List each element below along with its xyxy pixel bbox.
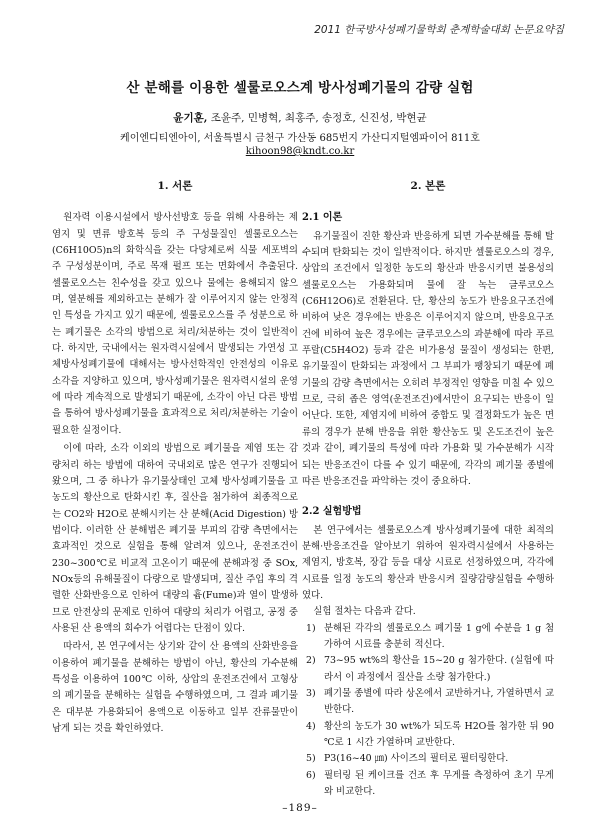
step-text: 폐기물 종별에 따라 상온에서 교반하거나, 가열하면서 교반한다. [324, 687, 554, 716]
right-column [302, 178, 554, 800]
page-number: –189– [282, 802, 318, 814]
procedure-intro: 실험 절차는 다음과 같다. [313, 606, 416, 618]
step-number: 6) [306, 769, 316, 781]
first-author: 윤기훈, [173, 112, 208, 124]
author-email[interactable]: kihoon98@kndt.co.kr [245, 146, 355, 157]
subsection-heading-theory: 2.1 이론 [302, 212, 343, 224]
section-heading-intro: 1. 서론 [157, 180, 193, 192]
author-list [0, 110, 600, 125]
section-heading-body: 2. 본론 [410, 180, 446, 192]
intro-paragraph-3: 따라서, 본 연구에서는 상기와 같이 산 용액의 산화반응을 이용하여 폐기물을 분해하는 방법이 아닌, 황산의 가수분해 특성을 이용하여 100℃ 이하, 상압의 운전조건에서 고형상의 폐기물을 분해하는 실험을 수행하였으며, 그 결과 폐기물은 대부분 가용화되어 용액으로 이동하고 일부 잔류물만이 남게 되는 것을 확인하였다. [52, 641, 298, 734]
subsection-heading-method: 2.2 실험방법 [302, 506, 362, 518]
step-text: P3(16~40 ㎛) 사이즈의 필터로 필터링한다. [324, 753, 509, 765]
paper-title: 산 분해를 이용한 셀룰로오스계 방사성폐기물의 감량 실험 [126, 80, 474, 96]
step-text: 필터링 된 케이크를 건조 후 무게를 측정하여 초기 무게와 비교한다. [324, 769, 554, 798]
co-authors: 조윤주, 민병혁, 최홍주, 송정호, 신진성, 박현균 [207, 112, 427, 124]
method-paragraph: 본 연구에서는 셀룰로오스계 방사성폐기물에 대한 최적의 분해·반응조건을 알아보기 위하여 원자력시설에서 사용하는 제염지, 방호복, 장갑 등을 대상 시료로 선정하였으며, 각각에 시료를 일정 농도의 황산과 반응시켜 질량감량실험을 수행하였다. [302, 524, 554, 601]
left-column [52, 178, 298, 737]
step-text: 73~95 wt%의 황산을 15~20 g 첨가한다. (실험에 따라서 이 과정에서 질산을 소량 첨가한다.) [324, 655, 554, 683]
step-text: 분해된 각각의 셀룰로오스 폐기물 1 g에 수분을 1 g 첨가하여 시료를 충분히 적신다. [324, 622, 554, 650]
intro-paragraph-2: 이에 따라, 소각 이외의 방법으로 폐기물을 제염 또는 감량처리 하는 방법에 대하여 국내외로 많은 연구가 진행되어 왔으며, 그 중 하나가 유기물상태인 고체 방사성폐기물을 고농도의 황산으로 탄화시킨 후, 질산을 첨가하여 최종적으로는 CO2와 H2O로 분해시키는 산 분해(Acid Digestion) 방법이다. 이러한 산 분해법은 폐기물 부피의 감량 측면에서는 효과적인 것으로 실험을 통해 알려져 있으나, 운전조건이 230~300℃로 비교적 고온이기 때문에 분해과정 중 SOx, NOx등의 유해물질이 다량으로 발생되며, 질산 주입 후의 격렬한 산화반응으로 인하여 대량의 흄(Fume)과 열이 발생하므로 안전상의 문제로 인하여 대량의 처리가 어렵고, 공정 중 사용된 산 용액의 회수가 어렵다는 단점이 있다. [52, 443, 298, 634]
step-number: 1) [306, 622, 316, 634]
affiliation: 케이엔디티엔아이, 서울특별시 금천구 가산동 685번지 가산디지털엠파이어 811호 [120, 133, 480, 144]
procedure-step [302, 719, 554, 752]
intro-paragraph-1: 원자력 이용시설에서 방사선방호 등을 위해 사용하는 제염지 및 면류 방호복 등의 주 구성물질인 셀룰로오스는 (C6H10O5)n의 화학식을 갖는 다당체로써 식물 세포벽의 주 구성성분이며, 주로 목재 펄프 또는 면화에서 추출된다. 셀룰로오스는 친수성을 갖고 있으나 물에는 용해되지 않으며, 열분해를 제외하고는 분해가 잘 이루어지지 않는 안정적인 특성을 가지고 있기 때문에, 셀룰로오스를 주 성분으로 하는 폐기물은 소각의 방법으로 처리/처분하는 것이 일반적이다. 하지만, 국내에서는 원자력시설에서 발생되는 가연성 고체방사성폐기물에 대해서는 방사선학적인 안전성의 이유로 소각을 지양하고 있으며, 방사성폐기물은 원자력시설의 운영에 따라 계속적으로 발생되기 때문에, 소각이 아닌 다른 방법을 통하여 방사성폐기물을 효과적으로 처리/처분하는 기술이 필요한 실정이다. [52, 212, 298, 436]
procedure-step [302, 751, 554, 767]
procedure-step [302, 768, 554, 801]
step-number: 5) [306, 753, 316, 765]
procedure-step [302, 686, 554, 719]
step-text: 황산의 농도가 30 wt%가 되도록 H2O를 첨가한 뒤 90 ℃로 1 시간 가열하며 교반한다. [324, 720, 554, 748]
procedure-steps [302, 621, 554, 801]
step-number: 3) [306, 687, 316, 699]
procedure-step [302, 653, 554, 686]
step-number: 4) [306, 720, 316, 732]
step-number: 2) [306, 655, 316, 667]
running-header: 2011 한국방사성폐기물학회 춘계학술대회 논문요약집 [314, 24, 564, 36]
theory-paragraph: 유기물질이 진한 황산과 반응하게 되면 가수분해를 통해 탈수되며 탄화되는 것이 일반적이다. 하지만 셀룰로오스의 경우, 상압의 조건에서 일정한 농도의 황산과 반응시키면 불용성의 셀룰로오스는 가용화되며 물에 잘 녹는 글루코오스(C6H12O6)로 전환된다. 단, 황산의 농도가 반응요구조건에 비하여 낮은 경우에는 반응은 이루어지지 않으며, 반응요구조건에 비하여 높은 경우에는 글루코오스의 과분해에 따라 푸르푸랄(C5H4O2) 등과 같은 비가용성 물질이 생성되는 한편, 유기물질이 탄화되는 과정에서 그 부피가 팽창되기 때문에 폐기물의 감량 측면에서는 오히려 부정적인 영향을 미칠 수 있으므로, 극히 좁은 영역(운전조건)에서만이 요구되는 반응이 일어난다. 또한, 제염지에 비하여 중합도 및 결정화도가 높은 면류의 경우가 분해 반응을 위한 황산농도 및 온도조건이 높은 것과 같이, 폐기물의 특성에 따라 가용화 및 가수분해가 시작되는 반응조건이 다를 수 있기 때문에, 각각의 폐기물 종별에 따른 반응조건을 파악하는 것이 중요하다. [302, 230, 554, 487]
procedure-step [302, 621, 554, 654]
